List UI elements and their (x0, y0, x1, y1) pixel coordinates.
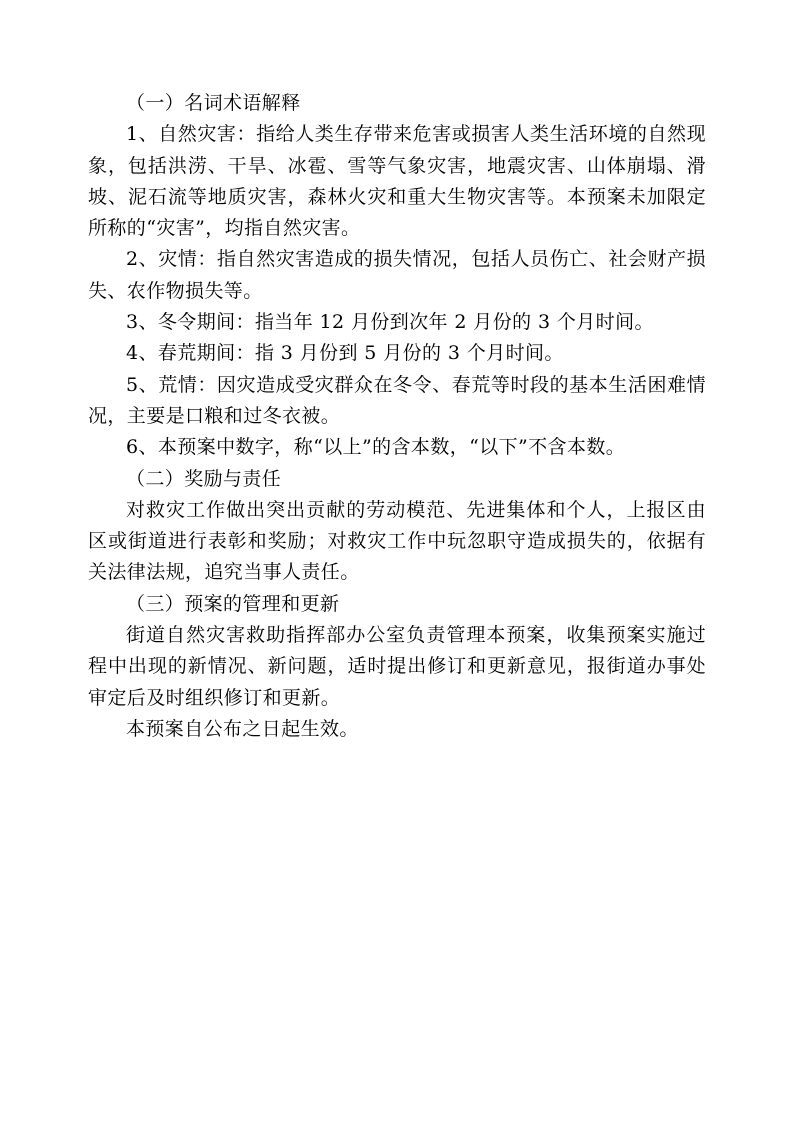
paragraph-winter-period: 3、冬令期间：指当年 12 月份到次年 2 月份的 3 个月时间。 (126, 311, 654, 334)
paragraph-plan-management: 街道自然灾害救助指挥部办公室负责管理本预案，收集预案实施过程中出现的新情况、新问题，适时提出修订和更新意见，报街道办事处审定后及时组织修订和更新。 (88, 624, 706, 709)
section-heading-rewards: （二）奖励与责任 (126, 467, 282, 490)
paragraph-disaster-situation: 2、灾情：指自然灾害造成的损失情况，包括人员伤亡、社会财产损失、农作物损失等。 (88, 248, 706, 302)
paragraph-natural-disaster: 1、自然灾害：指给人类生存带来危害或损害人类生活环境的自然现象，包括洪涝、干旱、冰雹、雪等气象灾害，地震灾害、山体崩塌、滑坡、泥石流等地质灾害，森林火灾和重大生物灾害等。本预案未加限定所称的“灾害”，均指自然灾害。 (88, 123, 706, 240)
paragraph-spring-famine-period: 4、春荒期间：指 3 月份到 5 月份的 3 个月时间。 (126, 342, 564, 365)
paragraph-effective-date: 本预案自公布之日起生效。 (126, 717, 359, 740)
paragraph-famine-situation: 5、荒情：因灾造成受灾群众在冬令、春荒等时段的基本生活困难情况，主要是口粮和过冬衣被。 (88, 373, 706, 427)
section-heading-terms: （一）名词术语解释 (126, 92, 301, 114)
paragraph-number-rule: 6、本预案中数字，称“以上”的含本数，“以下”不含本数。 (126, 436, 626, 459)
document-body (88, 88, 706, 745)
section-heading-management: （三）预案的管理和更新 (126, 592, 340, 615)
paragraph-rewards-responsibility: 对救灾工作做出突出贡献的劳动模范、先进集体和个人，上报区由区或街道进行表彰和奖励；对救灾工作中玩忽职守造成损失的，依据有关法律法规，追究当事人责任。 (88, 498, 706, 584)
